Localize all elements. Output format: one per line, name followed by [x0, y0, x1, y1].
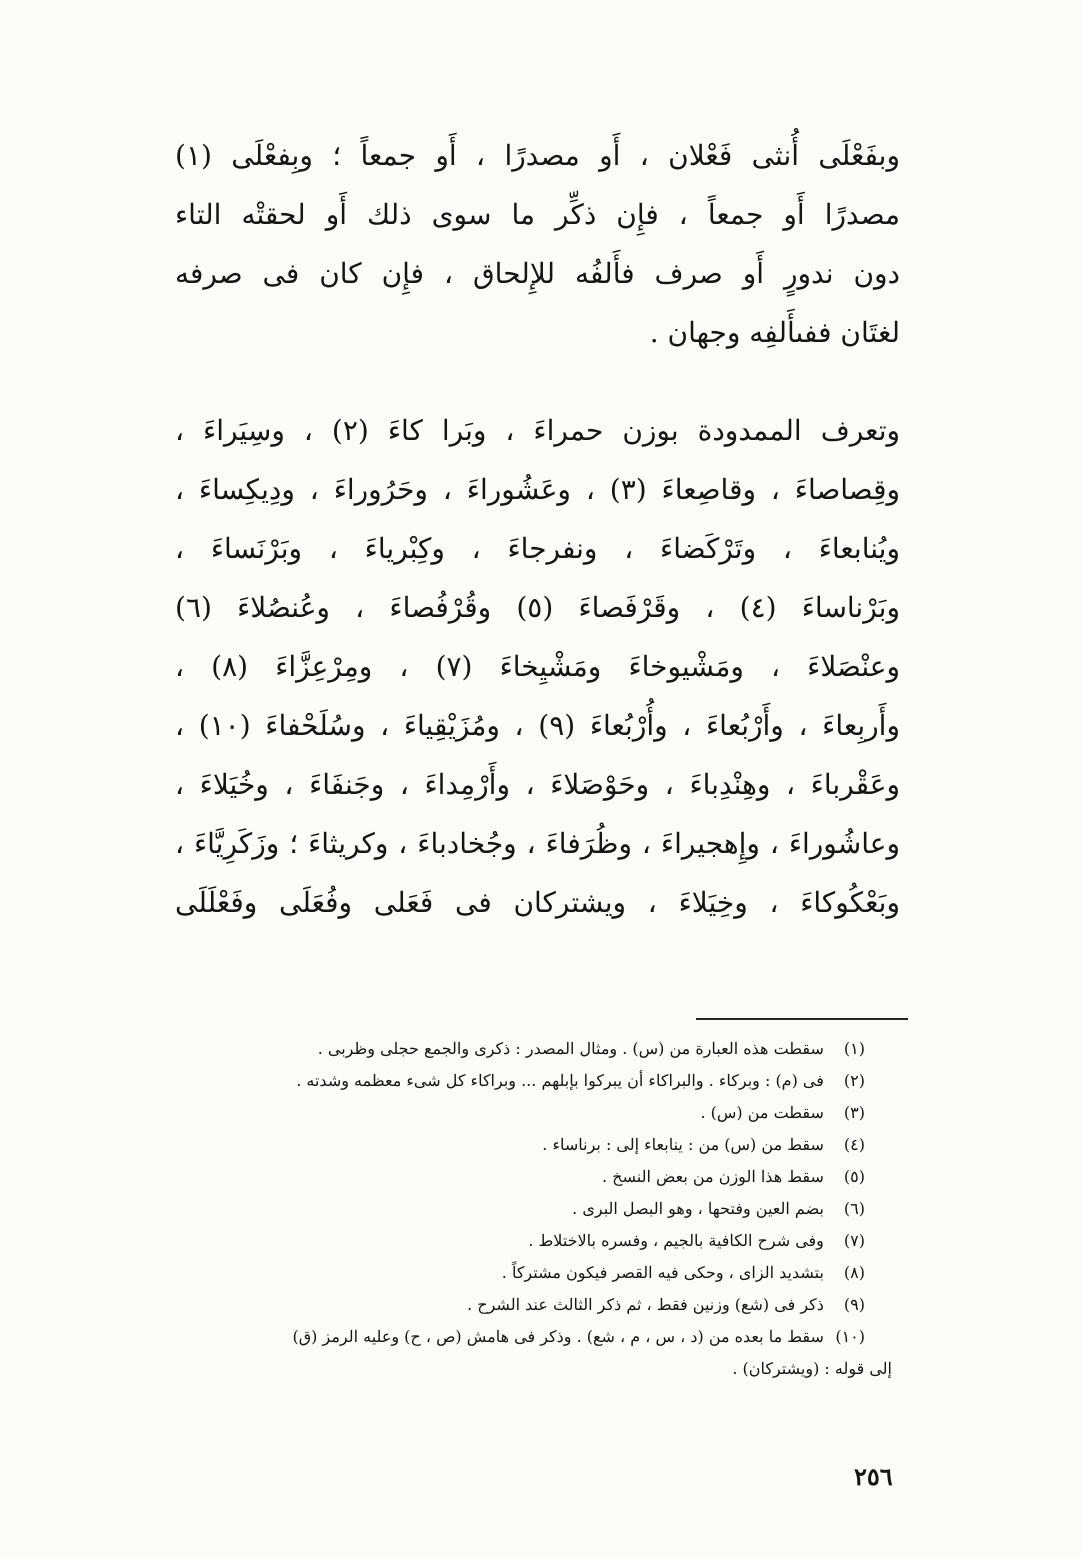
footnote-continuation	[732, 1358, 892, 1380]
footnote-text: سقط هذا الوزن من بعض النسخ .	[602, 1167, 824, 1186]
footnote-text: سقط ما بعده من (د ، س ، م ، شع) . وذكر فى هامش (ص ، ح) وعليه الرمز (ق)	[292, 1327, 824, 1346]
text-line: وتعرف الممدودة بوزن حمراءَ ، وبَرا كاءَ (٢) ، وسِيَراءَ ،	[175, 414, 901, 447]
footnote	[293, 1326, 866, 1348]
footnote-number: (٧)	[843, 1231, 865, 1250]
footnote-number: (٤)	[843, 1135, 865, 1154]
footnote-number: (٩)	[843, 1295, 865, 1314]
text-line: دون ندورٍ أَو صرف فأَلفُه للإِلحاق ، فإِن كان فى صرفه	[175, 257, 900, 290]
footnote	[542, 1134, 865, 1156]
footnote	[296, 1070, 865, 1092]
footnote	[602, 1166, 865, 1188]
footnote-number: (٥)	[843, 1167, 865, 1186]
footnote-number: (٣)	[843, 1103, 865, 1122]
text-line: لغتَان ففىأَلفِه وجهان .	[649, 316, 900, 349]
footnote-text: فى (م) : وبركاء . والبراكاء أن يبركوا بإبلهم ... وبراكاء كل شىء معظمه وشدته .	[296, 1071, 824, 1090]
footnote-text: سقط من (س) من : ينابعاء إلى : برناساء .	[542, 1135, 824, 1154]
text-line: ويُنابعاءَ ، وتَرْكَضاءَ ، ونفرجاءَ ، وكِبْرياءَ ، وبَرْنَساءَ ،	[175, 532, 900, 565]
footnote-number: (٢)	[843, 1071, 865, 1090]
footnote-text: بتشديد الزاى ، وحكى فيه القصر فيكون مشتركاً .	[501, 1263, 824, 1282]
footnote-text: سقطت هذه العبارة من (س) . ومثال المصدر : ذكرى والجمع حجلى وظربى .	[317, 1039, 824, 1058]
text-line: وعاشُوراءَ ، وإِهجيراءَ ، وظُرَفاءَ ، وجُخادباءَ ، وكريثاءَ ؛ وزَكَرِيَّاءَ ،	[175, 827, 900, 860]
page-number: ٢٥٦	[854, 1462, 893, 1491]
text-line: وبَرْناساءَ (٤) ، وقَرْفَصاءَ (٥) وقُرْفُصاءَ ، وعُنصُلاءَ (٦)	[175, 591, 900, 624]
footnote-text: ذكر فى (شع) وزنين فقط ، ثم ذكر الثالث عند الشرح .	[467, 1295, 824, 1314]
text-line: وعَقْرباءَ ، وهِنْدِباءَ ، وحَوْصَلاءَ ، وأَرْمِداءَ ، وجَنفَاءَ ، وخُيَلاءَ ،	[175, 768, 900, 801]
footnote	[318, 1038, 865, 1060]
footnote-divider	[696, 1018, 908, 1020]
text-line: مصدرًا أَو جمعاً ، فإِن ذكِّر ما سوى ذلك أَو لحقتْه التاء	[175, 198, 900, 231]
footnote	[572, 1198, 865, 1220]
footnote	[528, 1230, 865, 1252]
text-line: وبَعْكُوكاءَ ، وخِيَلاءَ ، ويشتركان فى فَعَلى وفُعَلَى وفَعْلَلَى	[175, 886, 900, 919]
footnote-number: (٨)	[843, 1263, 865, 1282]
footnote	[502, 1262, 865, 1284]
footnote	[700, 1102, 865, 1124]
text-line: وأَربِعاءَ ، وأَرْبُعاءَ ، وأُرْبُعاءَ (٩) ، ومُزَيْقِياءَ ، وسُلَحْفاءَ (١٠) ،	[175, 709, 900, 742]
text-line: وعنْصَلاءَ ، ومَشْيوخاءَ ومَشْيِخاءَ (٧) ، ومِرْعِزَّاءَ (٨) ،	[175, 650, 900, 683]
footnote-text: وفى شرح الكافية بالجيم ، وفسره بالاختلاط .	[528, 1231, 824, 1250]
text-line: وقِصاصاءَ ، وقاصِعاءَ (٣) ، وعَشُوراءَ ، وحَرُوراءَ ، ودِيكِساءَ ،	[175, 473, 900, 506]
footnote-text: سقطت من (س) .	[700, 1103, 824, 1122]
footnote-number: (١٠)	[835, 1327, 865, 1346]
text-line: وبفَعْلَى أُنثى فَعْلان ، أَو مصدرًا ، أَو جمعاً ؛ وبِفعْلَى (١)	[175, 139, 900, 172]
footnote-number: (١)	[843, 1039, 865, 1058]
footnote-text: بضم العين وفتحها ، وهو البصل البرى .	[572, 1199, 824, 1218]
footnote-number: (٦)	[843, 1199, 865, 1218]
footnote-text: إلى قوله : (ويشتركان) .	[732, 1359, 892, 1378]
footnote	[467, 1294, 865, 1316]
